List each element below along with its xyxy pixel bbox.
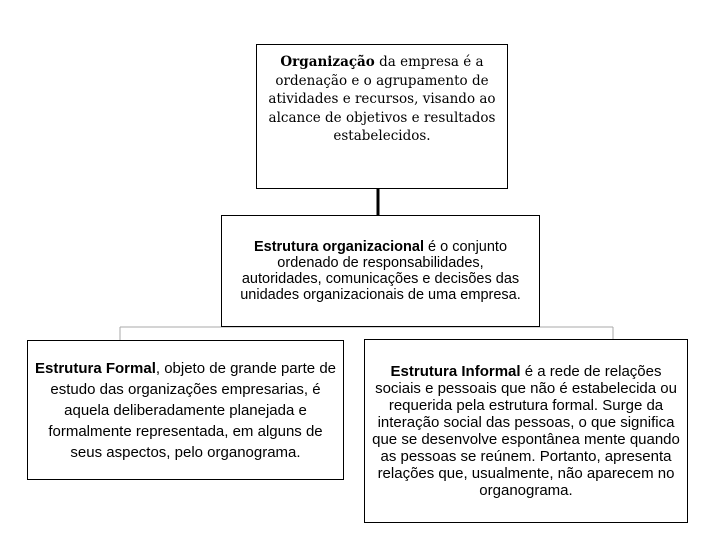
estrutura-term: Estrutura organizacional bbox=[253, 239, 424, 255]
organizacao-text bbox=[267, 53, 497, 146]
estrutura-informal-box bbox=[364, 339, 688, 523]
formal-definition: , objeto de grande parte de estudo das organizações empresarias, é aquela deliberadamente planejada e formalmente representada, em alguns de seus aspectos, pelo organograma. bbox=[48, 359, 336, 461]
formal-text bbox=[32, 358, 339, 463]
informal-definition: é a rede de relações sociais e pessoais que não é estabelecida ou requerida pela estrutura formal. Surge da interação social das pessoas, o que significa que se desenvolve espontânea mente quando as pessoas se reúnem. Portanto, apresenta relações que, usualmente, não aparecem no organograma. bbox=[372, 363, 680, 499]
estrutura-text bbox=[236, 239, 525, 303]
estrutura-definition: é o conjunto ordenado de responsabilidades, autoridades, comunicações e decisões das unidades organizacionais de uma empresa. bbox=[240, 239, 521, 303]
informal-text bbox=[369, 363, 683, 499]
organizacao-definition: da empresa é a ordenação e o agrupamento de atividades e recursos, visando ao alcance de objetivos e resultados estabelecidos. bbox=[268, 54, 496, 144]
informal-term: Estrutura Informal bbox=[390, 363, 521, 380]
estrutura-organizacional-box bbox=[221, 215, 540, 327]
organizacao-term: Organização bbox=[280, 54, 375, 70]
organizacao-box bbox=[256, 44, 508, 189]
formal-term: Estrutura Formal bbox=[35, 359, 156, 377]
estrutura-formal-box bbox=[27, 340, 344, 480]
